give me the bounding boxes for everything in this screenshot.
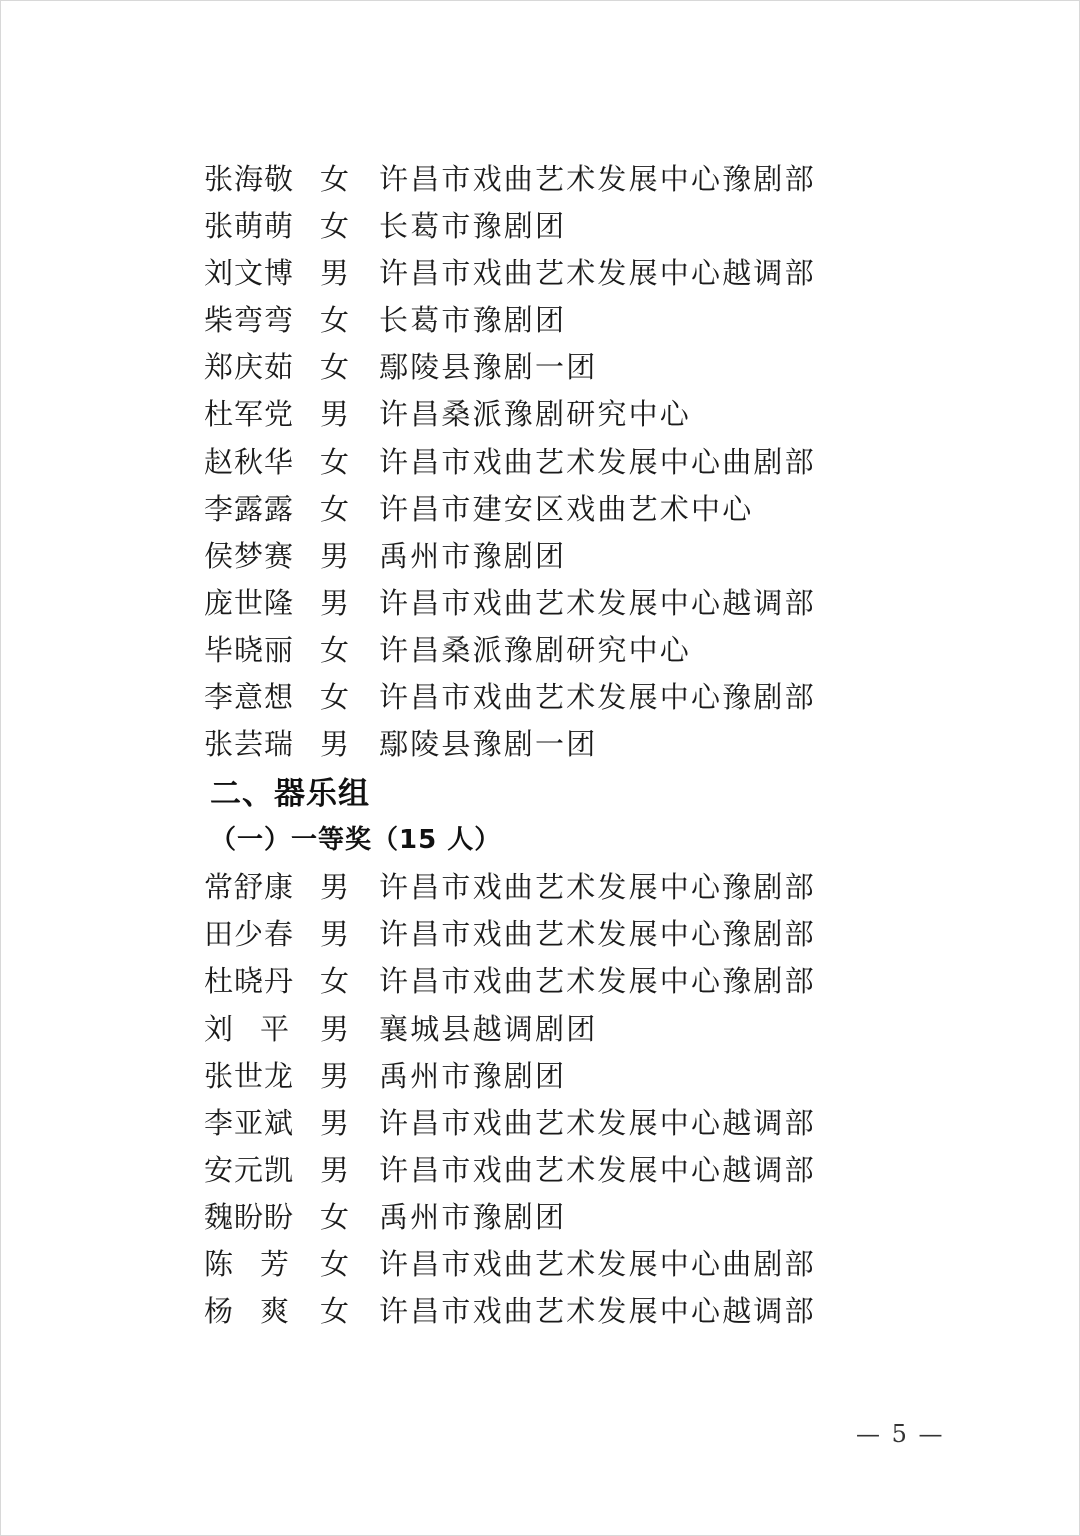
person-organization: 许昌市戏曲艺术发展中心曲剧部	[379, 1246, 816, 1281]
list-item	[204, 439, 904, 486]
person-organization: 长葛市豫剧团	[379, 209, 567, 244]
person-name: 魏盼盼	[204, 1199, 295, 1234]
list-item	[204, 486, 904, 533]
list-item	[204, 1100, 904, 1147]
person-organization: 许昌市戏曲艺术发展中心豫剧部	[379, 870, 816, 905]
list-item	[204, 203, 904, 250]
person-gender: 女	[320, 303, 350, 338]
list-item	[204, 344, 904, 391]
award-list	[204, 156, 904, 1335]
person-gender: 女	[320, 1294, 350, 1329]
person-gender: 女	[320, 444, 350, 479]
person-organization: 许昌市建安区戏曲艺术中心	[379, 491, 754, 526]
list-item	[204, 1194, 904, 1241]
person-gender: 男	[320, 585, 350, 620]
person-gender: 女	[320, 491, 350, 526]
person-name: 郑庆茹	[204, 350, 295, 385]
person-gender: 女	[320, 350, 350, 385]
person-gender: 男	[320, 397, 350, 432]
person-name: 柴弯弯	[204, 303, 295, 338]
person-name: 刘平	[204, 1011, 290, 1046]
list-item	[204, 533, 904, 580]
list-item	[204, 1241, 904, 1288]
person-name: 张世龙	[204, 1058, 295, 1093]
list-item	[204, 627, 904, 674]
person-organization: 鄢陵县豫剧一团	[379, 350, 598, 385]
person-organization: 长葛市豫剧团	[379, 303, 567, 338]
person-name: 田少春	[204, 917, 295, 952]
person-organization: 许昌市戏曲艺术发展中心曲剧部	[379, 444, 816, 479]
person-name: 毕晓丽	[204, 632, 295, 667]
person-organization: 许昌市戏曲艺术发展中心越调部	[379, 1294, 816, 1329]
person-organization: 禹州市豫剧团	[379, 1199, 567, 1234]
list-item	[204, 1006, 904, 1053]
person-name: 杜晓丹	[204, 964, 295, 999]
person-gender: 女	[320, 1246, 350, 1281]
person-organization: 许昌市戏曲艺术发展中心越调部	[379, 1105, 816, 1140]
person-organization: 许昌市戏曲艺术发展中心越调部	[379, 1152, 816, 1187]
person-gender: 男	[320, 1011, 350, 1046]
person-name: 杨爽	[204, 1294, 290, 1329]
person-name: 张萌萌	[204, 209, 295, 244]
person-name: 刘文博	[204, 256, 295, 291]
person-organization: 襄城县越调剧团	[379, 1011, 598, 1046]
person-name: 赵秋华	[204, 444, 295, 479]
person-organization: 禹州市豫剧团	[379, 1058, 567, 1093]
person-gender: 男	[320, 1105, 350, 1140]
person-organization: 许昌市戏曲艺术发展中心越调部	[379, 256, 816, 291]
list-item	[204, 391, 904, 438]
list-item	[204, 911, 904, 958]
person-organization: 许昌市戏曲艺术发展中心豫剧部	[379, 162, 816, 196]
person-gender: 女	[320, 680, 350, 715]
person-gender: 女	[320, 964, 350, 999]
section-title: 二、器乐组	[210, 776, 370, 813]
person-name: 李露露	[204, 491, 295, 526]
person-name: 陈芳	[204, 1246, 290, 1281]
list-item	[204, 1053, 904, 1100]
list-item	[204, 580, 904, 627]
vocal-group-list	[204, 156, 904, 768]
person-organization: 鄢陵县豫剧一团	[379, 727, 598, 762]
person-gender: 男	[320, 256, 350, 291]
person-name: 杜军党	[204, 397, 295, 432]
list-item	[204, 1288, 904, 1335]
person-name: 张芸瑞	[204, 727, 295, 762]
list-item	[204, 250, 904, 297]
person-gender: 男	[320, 727, 350, 762]
person-gender: 女	[320, 162, 350, 196]
list-item	[204, 1147, 904, 1194]
list-item	[204, 156, 904, 203]
list-item	[204, 958, 904, 1005]
list-item	[204, 864, 904, 911]
person-organization: 许昌市戏曲艺术发展中心越调部	[379, 585, 816, 620]
person-name: 张海敬	[204, 162, 295, 196]
person-gender: 女	[320, 1199, 350, 1234]
page-number: — 5 —	[856, 1420, 945, 1448]
person-organization: 许昌市戏曲艺术发展中心豫剧部	[379, 964, 816, 999]
person-name: 李亚斌	[204, 1105, 295, 1140]
person-gender: 男	[320, 1152, 350, 1187]
sub-title: （一）一等奖（15 人）	[210, 825, 502, 856]
list-item	[204, 297, 904, 344]
person-gender: 男	[320, 538, 350, 573]
person-gender: 男	[320, 870, 350, 905]
person-organization: 许昌市戏曲艺术发展中心豫剧部	[379, 917, 816, 952]
person-gender: 男	[320, 917, 350, 952]
person-name: 李意想	[204, 680, 295, 715]
person-gender: 女	[320, 632, 350, 667]
list-item	[204, 674, 904, 721]
person-name: 侯梦赛	[204, 538, 295, 573]
person-name: 常舒康	[204, 870, 295, 905]
person-gender: 女	[320, 209, 350, 244]
instrument-group-list	[204, 864, 904, 1335]
person-organization: 许昌桑派豫剧研究中心	[379, 397, 692, 432]
person-organization: 许昌市戏曲艺术发展中心豫剧部	[379, 680, 816, 715]
list-item	[204, 721, 904, 768]
person-organization: 许昌桑派豫剧研究中心	[379, 632, 692, 667]
person-name: 庞世隆	[204, 585, 295, 620]
person-organization: 禹州市豫剧团	[379, 538, 567, 573]
person-name: 安元凯	[204, 1152, 295, 1187]
person-gender: 男	[320, 1058, 350, 1093]
